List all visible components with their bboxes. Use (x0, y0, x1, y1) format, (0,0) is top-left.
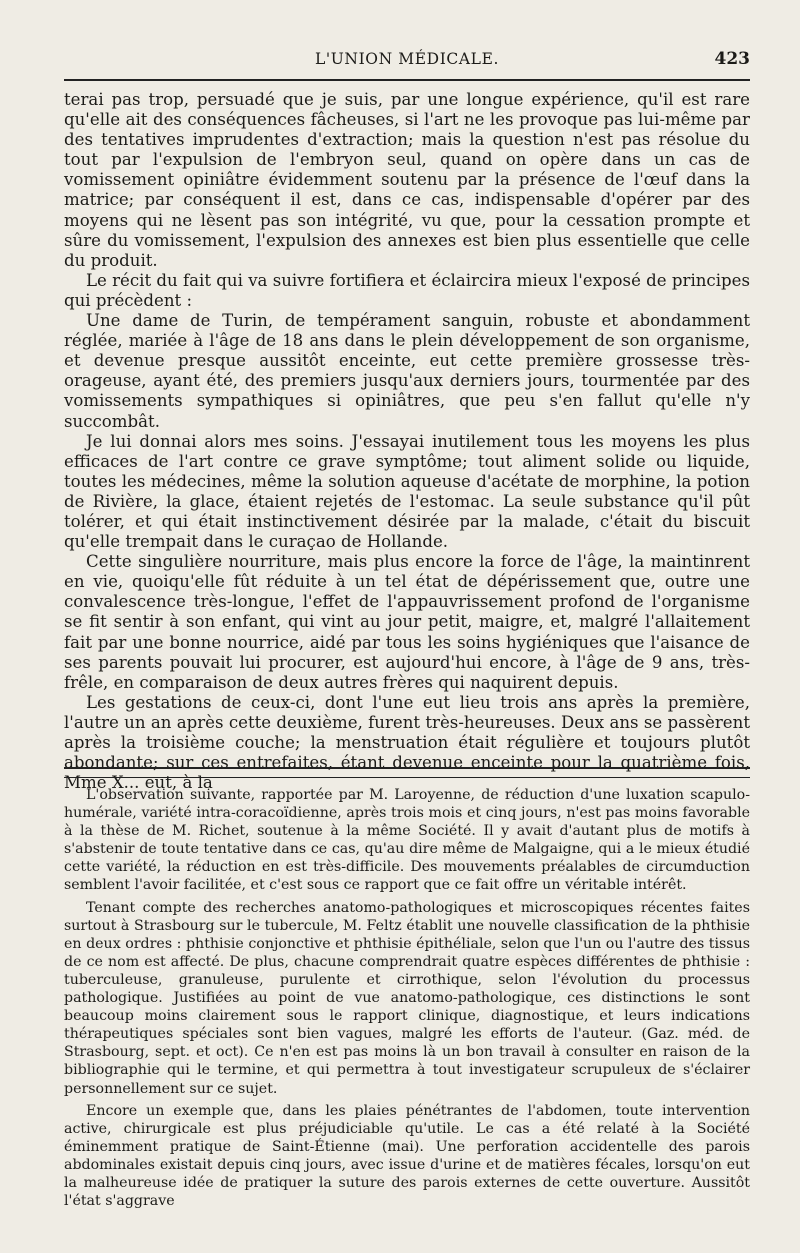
main-article (64, 90, 750, 793)
note-paragraph: Encore un exemple que, dans les plaies pénétrantes de l'abdomen, toute intervention active, chirurgicale est plus préjudiciable qu'utile. Le cas a été relaté à la Société éminemment pratique de Saint-Étienne (mai). Une perforation accidentelle des parois abdominales existait depuis cinq jours, avec issue d'urine et de matières fécales, lorsqu'on eut la malheureuse idée de pratiquer la suture des parois externes de cette ouverture. Aussitôt l'état s'aggrave (64, 1102, 750, 1210)
paragraph: Le récit du fait qui va suivre fortifiera et éclaircira mieux l'exposé de principes qui précèdent : (64, 270, 750, 310)
page-number: 423 (714, 49, 750, 69)
page-header (64, 46, 750, 76)
paragraph: terai pas trop, persuadé que je suis, par une longue expérience, qu'il est rare qu'elle ait des conséquences fâcheuses, si l'art ne les provoque pas lui-même par des tentatives imprudentes d'extraction; mais la question n'est pas résolue du tout par l'expulsion de l'embryon seul, quand on opère dans un cas de vomissement opiniâtre évidemment soutenu par la présence de l'œuf dans la matrice; par conséquent il est, dans ce cas, indispensable d'opérer par des moyens qui ne lèsent pas son intégrité, vu que, pour la cessation prompte et sûre du vomissement, l'expulsion des annexes est bien plus essentielle que celle du produit. (64, 90, 750, 270)
review-notes (64, 786, 750, 1210)
paragraph: Je lui donnai alors mes soins. J'essayai inutilement tous les moyens les plus efficaces de l'art contre ce grave symptôme; tout aliment solide ou liquide, toutes les médecines, même la solution aqueuse d'acétate de morphine, la potion de Rivière, la glace, étaient rejetés de l'estomac. La seule substance qu'il pût tolérer, et qui était instinctivement désirée par la malade, c'était du biscuit qu'elle trempait dans le curaçao de Hollande. (64, 431, 750, 552)
note-paragraph: Tenant compte des recherches anatomo-pathologiques et microscopiques récentes faites surtout à Strasbourg sur le tubercule, M. Feltz établit une nouvelle classification de la phthisie en deux ordres : phthisie conjonctive et phthisie épithéliale, selon que l'un ou l'autre des tissus de ce nom est affecté. De plus, chacune comprendrait quatre espèces différentes de phthisie : tuberculeuse, granuleuse, purulente et cirrothique, selon l'évolution du processus pathologique. Justifiées au point de vue anatomo-pathologique, ces distinctions le sont beaucoup moins clairement sous le rapport clinique, diagnostique, et leurs indications thérapeutiques spéciales sont bien vagues, malgré les efforts de l'auteur. (Gaz. méd. de Strasbourg, sept. et oct). Ce n'en est pas moins là un bon travail à consulter en raison de la bibliographie qui le termine, et qui permettra à tout investigateur scrupuleux de s'éclairer personnellement sur ce sujet. (64, 899, 750, 1097)
section-separator (64, 767, 750, 778)
paragraph: Une dame de Turin, de tempérament sanguin, robuste et abondamment réglée, mariée à l'âge de 18 ans dans le plein développement de son organisme, et devenue presque aussitôt enceinte, eut cette première grossesse très-orageuse, ayant été, des premiers jusqu'aux derniers jours, tourmentée par des vomissements sympathiques si opiniâtres, que peu s'en fallut qu'elle n'y succombât. (64, 311, 750, 431)
paragraph: Les gestations de ceux-ci, dont l'une eut lieu trois ans après la première, l'autre un an après cette deuxième, furent très-heureuses. Deux ans se passèrent après la troisième couche; la menstruation était régulière et toujours plutôt abondante; sur ces entrefaites, étant devenue enceinte pour la quatrième fois, Mme X... eut, à la (64, 692, 750, 793)
running-head: L'UNION MÉDICALE. (314, 50, 500, 68)
paragraph: Cette singulière nourriture, mais plus encore la force de l'âge, la maintinrent en vie, quoiqu'elle fût réduite à un tel état de dépérissement que, outre une convalescence très-longue, l'effet de l'appauvrissement profond de l'organisme se fit sentir à son enfant, qui vint au jour petit, maigre, et, malgré l'allaitement fait par une bonne nourrice, aidé par tous les soins hygiéniques que l'aisance de ses parents pouvait lui procurer, est aujourd'hui encore, à l'âge de 9 ans, très-frêle, en comparaison de deux autres frères qui naquirent depuis. (64, 552, 750, 692)
header-rule (64, 79, 750, 81)
note-paragraph: L'observation suivante, rapportée par M. Laroyenne, de réduction d'une luxation scapulo-humérale, variété intra-coracoïdienne, après trois mois et cinq jours, n'est pas moins favorable à la thèse de M. Richet, soutenue à la même Société. Il y avait d'autant plus de motifs à s'abstenir de toute tentative dans ce cas, qu'au dire même de Malgaigne, qui a le mieux étudié cette variété, la réduction en est très-difficile. Des mouvements préalables de circumduction semblent l'avoir facilitée, et c'est sous ce rapport que ce fait offre un véritable intérêt. (64, 787, 750, 894)
